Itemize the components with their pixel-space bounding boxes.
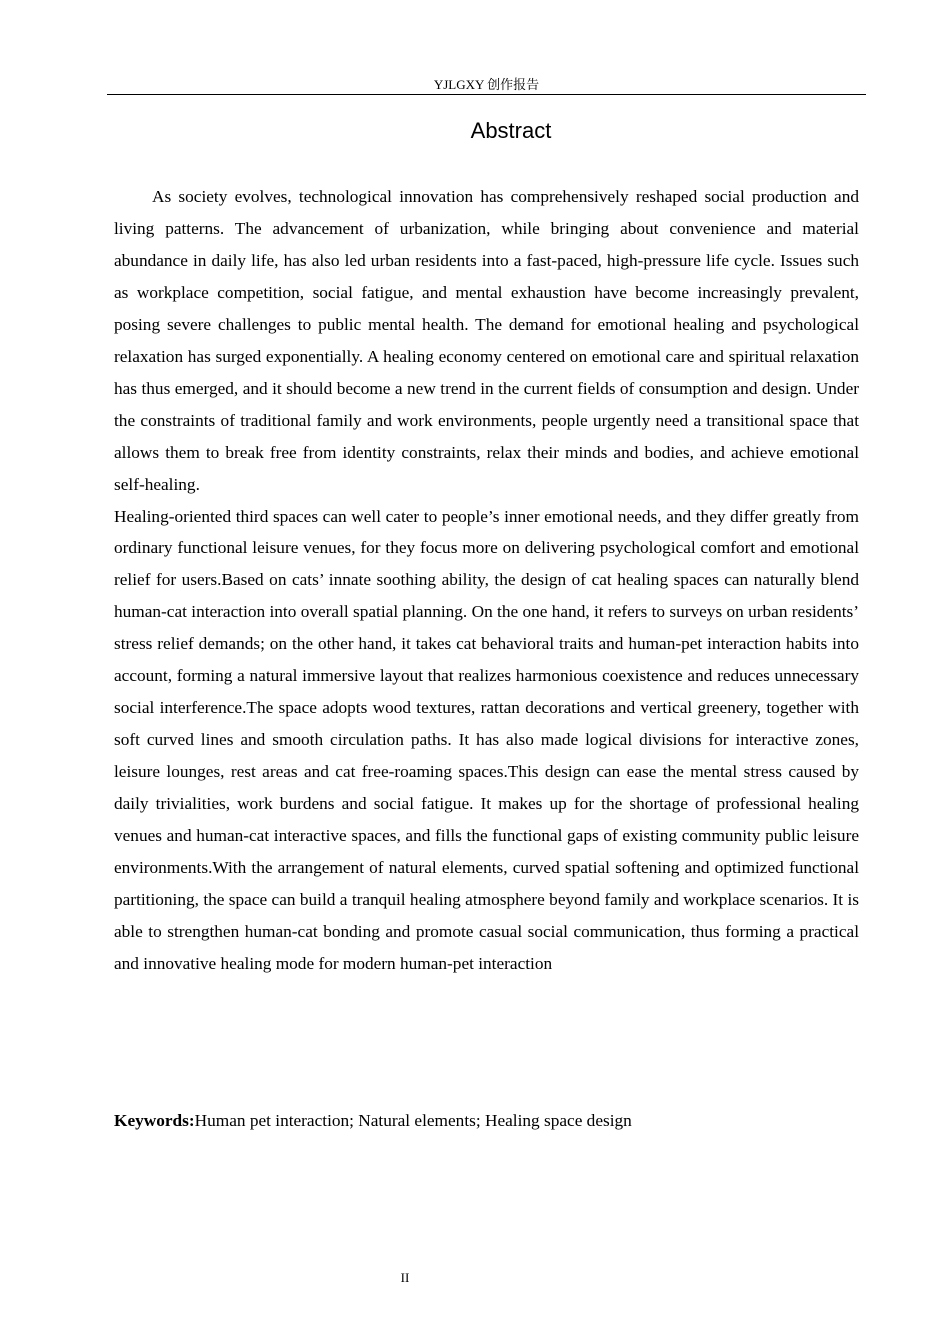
keywords-label: Keywords:: [114, 1111, 195, 1130]
page-number: II: [400, 1270, 410, 1285]
running-header: YJLGXY 创作报告: [433, 77, 540, 92]
abstract-title: Abstract: [470, 118, 552, 143]
abstract-paragraph-2: Healing-oriented third spaces can well cater to people’s inner emotional needs, and they differ greatly from ordinary functional leisure venues, for they focus more on delivering psychological comfort and emotional relief for users.Based on cats’ innate soothing ability, the design of cat healing spaces can naturally blend human-cat interaction into overall spatial planning. On the one hand, it refers to surveys on urban residents’ stress relief demands; on the other hand, it takes cat behavioral traits and human-pet interaction habits into account, forming a natural immersive layout that realizes harmonious coexistence and reduces unnecessary social interference.The space adopts wood textures, rattan decorations and vertical greenery, together with soft curved lines and smooth circulation paths. It has also made logical divisions for interactive zones, leisure lounges, rest areas and cat free-roaming spaces.This design can ease the mental stress caused by daily trivialities, work burdens and social fatigue. It makes up for the shortage of professional healing venues and human-cat interactive spaces, and fills the functional gaps of existing community public leisure environments.With the arrangement of natural elements, curved spatial softening and optimized functional partitioning, the space can build a tranquil healing atmosphere beyond family and workplace scenarios. It is able to strengthen human-cat bonding and promote casual social communication, thus forming a practical and innovative healing mode for modern human-pet interaction: [114, 506, 859, 973]
header-divider: [107, 94, 866, 95]
abstract-paragraph-1: As society evolves, technological innovation has comprehensively reshaped social production and living patterns. The advancement of urbanization, while bringing about convenience and material abundance in daily life, has also led urban residents into a fast-paced, high-pressure life cycle. Issues such as workplace competition, social fatigue, and mental exhaustion have become increasingly prevalent, posing severe challenges to public mental health. The demand for emotional healing and psychological relaxation has surged exponentially. A healing economy centered on emotional care and spiritual relaxation has thus emerged, and it should become a new trend in the current fields of consumption and design. Under the constraints of traditional family and work environments, people urgently need a transitional space that allows them to break free from identity constraints, relax their minds and bodies, and achieve emotional self-healing.: [114, 187, 859, 494]
abstract-body: [114, 181, 859, 980]
keywords-text: Human pet interaction; Natural elements; Healing space design: [194, 1111, 632, 1130]
keywords-line: [114, 1105, 859, 1137]
